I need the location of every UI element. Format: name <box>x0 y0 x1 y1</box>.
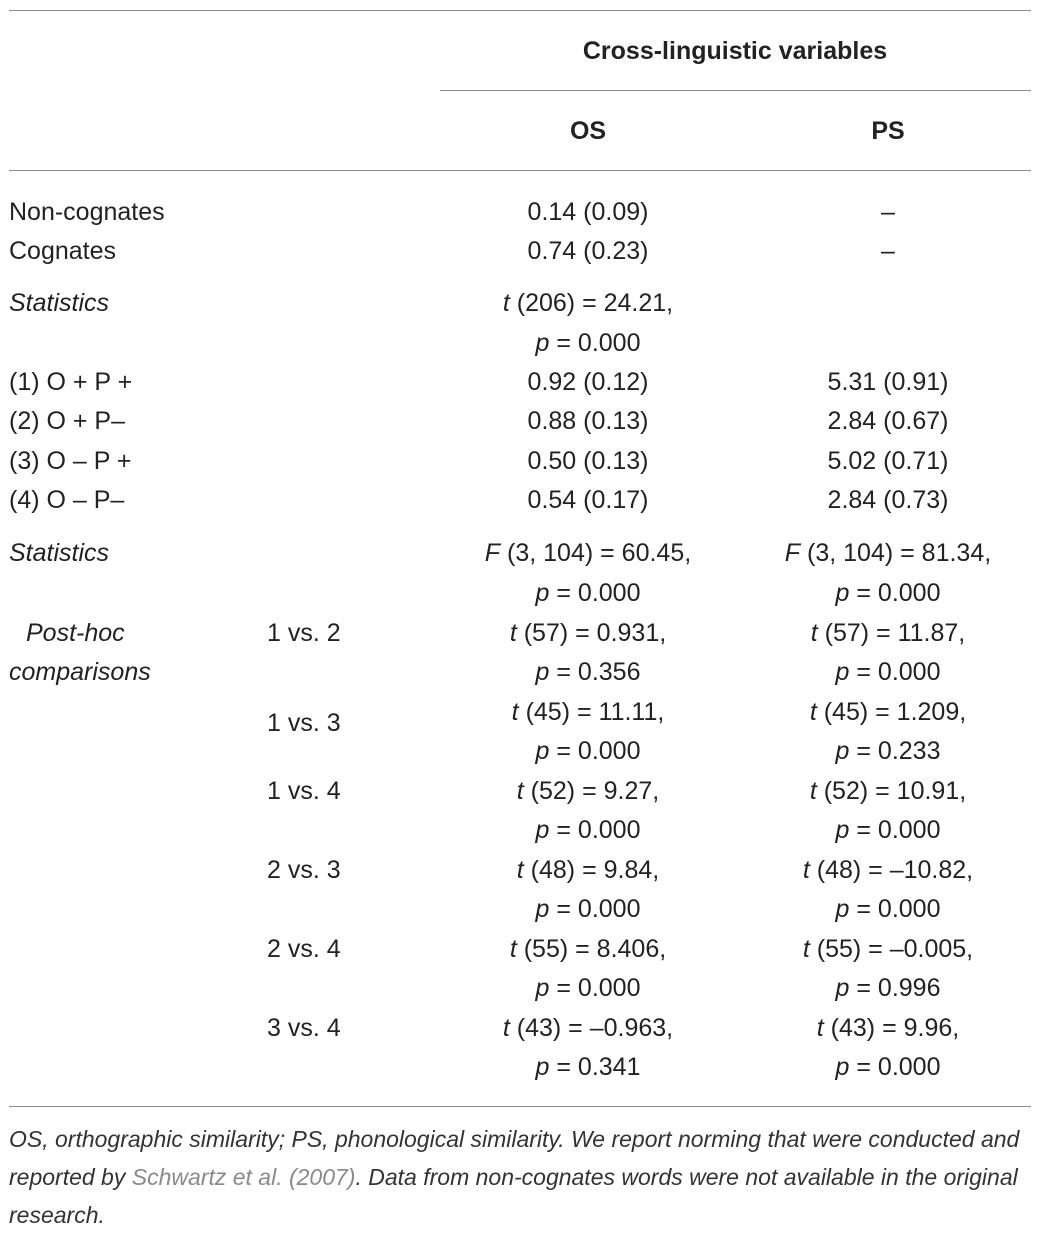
p-symbol: p <box>835 895 850 923</box>
p-value: = 0.000 <box>849 895 941 923</box>
ps-condition-3: 5.02 (0.71) <box>827 447 949 475</box>
posthoc-comparison: 1 vs. 4 <box>267 777 341 805</box>
p-symbol: p <box>835 658 850 686</box>
os-condition-1: 0.92 (0.12) <box>527 368 649 396</box>
stat-value: (45) = 1.209, <box>816 698 967 726</box>
ps-noncognates: – <box>881 198 895 226</box>
os-statistics-1-line1 <box>503 288 673 318</box>
p-value: = 0.000 <box>549 737 641 765</box>
p-value: = 0.000 <box>849 579 941 607</box>
stat-value: (45) = 11.11, <box>518 698 665 726</box>
p-value: = 0.356 <box>549 658 641 686</box>
p-symbol: p <box>535 737 550 765</box>
row-label-condition-1: (1) O + P + <box>9 368 133 396</box>
posthoc-os-line1 <box>510 618 666 648</box>
stat-value: (3, 104) = 81.34, <box>800 539 992 567</box>
t-symbol: t <box>502 1014 510 1042</box>
posthoc-comparison: 1 vs. 2 <box>267 619 341 647</box>
p-value: = 0.000 <box>849 1053 941 1081</box>
posthoc-ps-line1 <box>803 855 973 885</box>
p-symbol: p <box>535 658 550 686</box>
posthoc-comparison: 3 vs. 4 <box>267 1014 341 1042</box>
stat-value: (3, 104) = 60.45, <box>500 539 692 567</box>
bottom-rule <box>9 1106 1031 1107</box>
ps-condition-4: 2.84 (0.73) <box>827 486 949 514</box>
t-symbol: t <box>802 856 810 884</box>
ps-cognates: – <box>881 237 895 265</box>
p-value: = 0.000 <box>849 658 941 686</box>
stat-value: (55) = –0.005, <box>809 935 974 963</box>
t-symbol: t <box>810 619 818 647</box>
stat-value: (52) = 9.27, <box>523 777 660 805</box>
t-symbol: t <box>511 698 519 726</box>
posthoc-ps-line1 <box>811 618 966 648</box>
posthoc-os-line2 <box>536 736 641 766</box>
p-symbol: p <box>535 974 550 1002</box>
ps-condition-1: 5.31 (0.91) <box>827 368 949 396</box>
p-symbol: p <box>835 974 850 1002</box>
t-symbol: t <box>509 619 517 647</box>
footnote-text-2: . Data from non-cognates words were not available in the original research. <box>9 1164 1018 1228</box>
posthoc-os-line2 <box>536 815 641 845</box>
posthoc-comparison: 1 vs. 3 <box>267 709 341 737</box>
posthoc-os-line2 <box>536 1052 641 1082</box>
ps-condition-2: 2.84 (0.67) <box>827 407 949 435</box>
group-header: Cross-linguistic variables <box>582 37 888 65</box>
stat-symbol: F <box>784 539 801 567</box>
row-label-cognates: Cognates <box>9 237 117 265</box>
os-statistics-2-line2 <box>536 578 641 608</box>
posthoc-ps-line2 <box>836 657 941 687</box>
top-rule <box>9 10 1031 11</box>
posthoc-os-line1 <box>510 934 666 964</box>
posthoc-os-line2 <box>536 657 641 687</box>
p-symbol: p <box>835 737 850 765</box>
posthoc-comparison: 2 vs. 4 <box>267 935 341 963</box>
row-label-condition-2: (2) O + P– <box>9 407 126 435</box>
os-condition-3: 0.50 (0.13) <box>527 447 649 475</box>
posthoc-ps-line1 <box>810 697 966 727</box>
os-condition-2: 0.88 (0.13) <box>527 407 649 435</box>
stat-value: (48) = –10.82, <box>809 856 974 884</box>
row-label-condition-3: (3) O – P + <box>9 447 132 475</box>
table-footnote <box>9 1120 1029 1234</box>
posthoc-os-line2 <box>536 973 641 1003</box>
header-rule <box>9 170 1031 171</box>
os-noncognates: 0.14 (0.09) <box>527 198 649 226</box>
posthoc-os-line1 <box>517 776 659 806</box>
posthoc-ps-line1 <box>803 934 973 964</box>
os-statistics-1-line2 <box>536 328 641 358</box>
p-symbol: p <box>835 816 850 844</box>
p-symbol: p <box>535 895 550 923</box>
stat-value: (57) = 0.931, <box>516 619 667 647</box>
posthoc-label-line1: Post-hoc <box>26 619 125 647</box>
stat-symbol: t <box>502 289 510 317</box>
p-value: = 0.996 <box>849 974 941 1002</box>
os-statistics-2-line1 <box>485 538 691 568</box>
stat-value: (48) = 9.84, <box>523 856 660 884</box>
posthoc-ps-line2 <box>836 815 941 845</box>
stat-value: (43) = 9.96, <box>823 1014 960 1042</box>
os-condition-4: 0.54 (0.17) <box>527 486 649 514</box>
posthoc-ps-line2 <box>836 894 941 924</box>
p-value: = 0.233 <box>849 737 941 765</box>
p-symbol: p <box>535 816 550 844</box>
p-symbol: p <box>835 579 850 607</box>
posthoc-ps-line1 <box>817 1013 959 1043</box>
posthoc-ps-line1 <box>810 776 966 806</box>
t-symbol: t <box>516 777 524 805</box>
t-symbol: t <box>516 856 524 884</box>
p-value: = 0.000 <box>549 974 641 1002</box>
t-symbol: t <box>509 935 517 963</box>
footnote-text-1: OS, orthographic similarity; PS, phonological similarity. We report norming that were conducted and reported by <box>9 1126 1020 1190</box>
p-value: = 0.000 <box>549 895 641 923</box>
row-label-noncognates: Non-cognates <box>9 198 165 226</box>
row-label-statistics-1: Statistics <box>9 289 110 317</box>
p-symbol: p <box>535 579 550 607</box>
t-symbol: t <box>802 935 810 963</box>
p-value: = 0.000 <box>849 816 941 844</box>
column-header-ps: PS <box>871 117 905 145</box>
p-value: = 0.000 <box>549 816 641 844</box>
os-cognates: 0.74 (0.23) <box>527 237 649 265</box>
t-symbol: t <box>816 1014 824 1042</box>
citation-link[interactable]: Schwartz et al. (2007) <box>131 1164 356 1190</box>
row-label-statistics-2: Statistics <box>9 539 110 567</box>
p-value: = 0.341 <box>549 1053 641 1081</box>
posthoc-os-line1 <box>503 1013 673 1043</box>
stat-value: (52) = 10.91, <box>816 777 967 805</box>
stat-value: (206) = 24.21, <box>509 289 674 317</box>
p-value: = 0.000 <box>549 579 641 607</box>
p-symbol: p <box>835 1053 850 1081</box>
posthoc-os-line1 <box>512 697 665 727</box>
posthoc-ps-line2 <box>836 973 941 1003</box>
row-label-condition-4: (4) O – P– <box>9 486 125 514</box>
posthoc-ps-line2 <box>836 1052 941 1082</box>
stat-value: (55) = 8.406, <box>516 935 667 963</box>
p-symbol: p <box>535 1053 550 1081</box>
posthoc-os-line2 <box>536 894 641 924</box>
column-header-os: OS <box>569 117 607 145</box>
ps-statistics-2-line2 <box>836 578 941 608</box>
posthoc-ps-line2 <box>836 736 941 766</box>
posthoc-comparison: 2 vs. 3 <box>267 856 341 884</box>
p-value: = 0.000 <box>549 329 641 357</box>
stat-value: (57) = 11.87, <box>817 619 966 647</box>
t-symbol: t <box>809 698 817 726</box>
ps-statistics-2-line1 <box>785 538 991 568</box>
stat-symbol: F <box>484 539 501 567</box>
p-symbol: p <box>535 329 550 357</box>
posthoc-os-line1 <box>517 855 659 885</box>
t-symbol: t <box>809 777 817 805</box>
stat-value: (43) = –0.963, <box>509 1014 674 1042</box>
posthoc-label-line2: comparisons <box>9 658 151 686</box>
group-underline <box>440 90 1031 91</box>
